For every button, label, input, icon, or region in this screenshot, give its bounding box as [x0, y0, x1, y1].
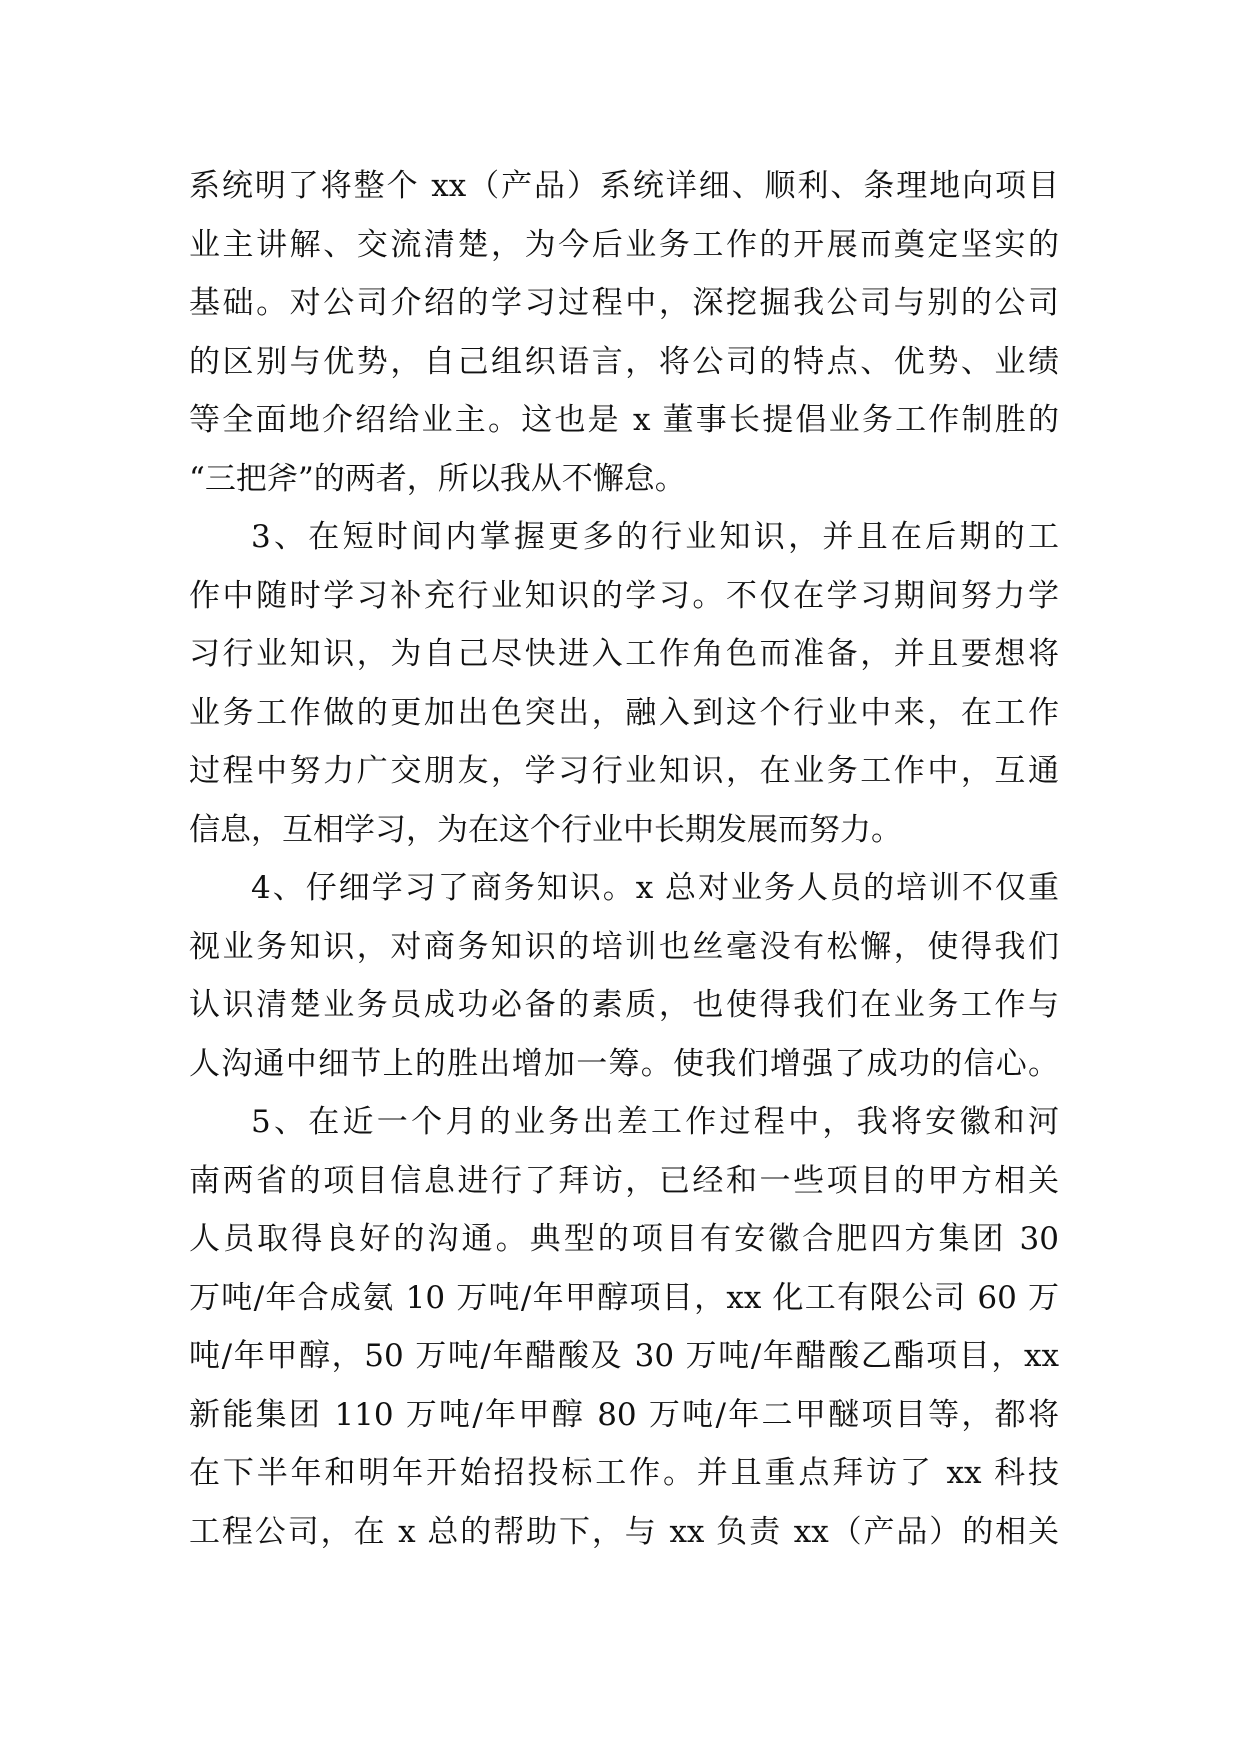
text-line: 等全面地介绍给业主。这也是 x 董事长提倡业务工作制胜的 — [189, 402, 1059, 438]
text-line: 3、在短时间内掌握更多的行业知识，并且在后期的工 — [251, 519, 1059, 555]
text-line: 习行业知识，为自己尽快进入工作角色而准备，并且要想将 — [189, 636, 1059, 672]
text-line: 认识清楚业务员成功必备的素质，也使得我们在业务工作与 — [189, 987, 1059, 1023]
text-line: 吨/年甲醇，50 万吨/年醋酸及 30 万吨/年醋酸乙酯项目，xx — [189, 1338, 1059, 1374]
text-line: 视业务知识，对商务知识的培训也丝毫没有松懈，使得我们 — [189, 928, 1059, 965]
text-line: 4、仔细学习了商务知识。x 总对业务人员的培训不仅重 — [251, 870, 1059, 906]
text-line: 在下半年和明年开始招投标工作。并且重点拜访了 xx 科技 — [189, 1455, 1059, 1491]
text-line: 南两省的项目信息进行了拜访，已经和一些项目的甲方相关 — [189, 1162, 1059, 1199]
document-body — [189, 157, 1059, 1561]
text-line: 基础。对公司介绍的学习过程中，深挖掘我公司与别的公司 — [189, 285, 1059, 321]
text-line: 业务工作做的更加出色突出，融入到这个行业中来，在工作 — [189, 694, 1059, 731]
text-line: 信息，互相学习，为在这个行业中长期发展而努力。 — [189, 811, 902, 848]
text-line: 人员取得良好的沟通。典型的项目有安徽合肥四方集团 30 — [189, 1221, 1059, 1257]
text-line: 新能集团 110 万吨/年甲醇 80 万吨/年二甲醚项目等，都将 — [189, 1396, 1059, 1433]
text-line: 人沟通中细节上的胜出增加一筹。使我们增强了成功的信心。 — [189, 1045, 1059, 1082]
text-line: 万吨/年合成氨 10 万吨/年甲醇项目，xx 化工有限公司 60 万 — [189, 1279, 1059, 1316]
text-line: 的区别与优势，自己组织语言，将公司的特点、优势、业绩 — [189, 343, 1059, 380]
text-line: 工程公司，在 x 总的帮助下，与 xx 负责 xx（产品）的相关 — [189, 1513, 1059, 1550]
text-line: 系统明了将整个 xx（产品）系统详细、顺利、条理地向项目 — [189, 168, 1059, 204]
text-line: 过程中努力广交朋友，学习行业知识，在业务工作中，互通 — [189, 753, 1059, 789]
text-line: “三把斧”的两者，所以我从不懈怠。 — [189, 460, 686, 497]
text-line: 5、在近一个月的业务出差工作过程中，我将安徽和河 — [251, 1104, 1059, 1140]
text-line: 作中随时学习补充行业知识的学习。不仅在学习期间努力学 — [189, 577, 1059, 614]
text-line: 业主讲解、交流清楚，为今后业务工作的开展而奠定坚实的 — [189, 226, 1059, 263]
